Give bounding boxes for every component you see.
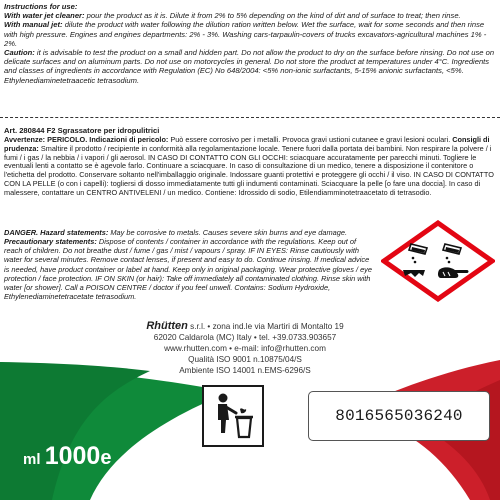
crossed-out-bin-icon bbox=[202, 385, 264, 447]
caution-label: Caution: bbox=[4, 48, 35, 58]
english-safety-text bbox=[4, 228, 372, 301]
brand-name: Rhütten bbox=[146, 320, 188, 332]
manual-label: With manual jet: bbox=[4, 20, 63, 30]
usage-instructions bbox=[4, 2, 496, 85]
jet-label: With water jet cleaner: bbox=[4, 11, 85, 21]
manufacturer-line-5: Ambiente ISO 14001 n.EMS-6296/S bbox=[179, 366, 311, 375]
english-danger-label: DANGER. Hazard statements: bbox=[4, 228, 109, 237]
caution-text: it is advisable to test the product on a small and hidden part. Do not allow the product to dry on the surface before rinsing. Do not use on delicate surfaces and on aluminum parts. Do not use on motorcycles in general. Do not store the product at temperatures under 4°C. Ingredients and classes of ingredients in accordance with Regulation (EC) No 648/2004: <5% non-ionic surfactants, 5-15% anionic surfactants, <5%. Ethylenediaminetetraacetic tetrasodium. bbox=[4, 48, 495, 85]
manufacturer-line-2: 62020 Caldarola (MC) Italy • tel. +39.0733.903657 bbox=[153, 333, 337, 342]
italian-warning-label: Avvertenze: PERICOLO. Indicazioni di pericolo: bbox=[4, 135, 169, 144]
english-danger-text: May be corrosive to metals. Causes severe skin burns and eye damage. bbox=[108, 228, 347, 237]
corrosion-pictogram-icon bbox=[381, 220, 495, 302]
italian-precaution-text: Smaltire il prodotto / recipiente in conformità alla regolamentazione locale. Tenere fuori dalla portata dei bambini. Non respirare la polvere / i fumi / i gas / la nebbia / i vapori / gli aerosol. IN CASO DI CONTATTO CON GLI OCCHI: sciacquare accuratamente per parecchi minuti. Togliere le eventuali lenti a contatto se è agevole farlo. Continuare a sciacquare. In caso di consultazione di un medico, tenere a disposizione il contenitore o l'etichetta del prodotto. Conservare soltanto nell'imballaggio originale. Indossare guanti protettivi e proteggere gli occhi / il viso. IN CASO DI CONTATTO CON LA PELLE (o con i capelli): togliersi di dosso immediatamente tutti gli indumenti contaminati. Sciacquare la pelle [o fare una doccia]. In caso di malessere, contattare un CENTRO ANTIVELENI / un medico. Contiene: Idrossido di sodio, Etilendiamminotetraacetato di tetrasodio. bbox=[4, 143, 494, 197]
company-address: s.r.l. • zona ind.le via Martiri di Montalto 19 bbox=[187, 322, 344, 331]
manual-text: dilute the product with water following the dilution ration written below. Wet the surface, wait for some seconds and then rinse with high pressure. Engines and engines departments: 2% - 3%. Washing cars-tarpaulin-covers of trucks excavators-agricultural machines 1% - 2%. bbox=[4, 20, 487, 48]
estimated-sign: e bbox=[100, 447, 112, 469]
manufacturer-line-3: www.rhutten.com • e-mail: info@rhutten.com bbox=[164, 344, 326, 353]
usage-heading: Instructions for use: bbox=[4, 2, 78, 11]
article-title: Art. 280844 F2 Sgrassatore per idropulitrici bbox=[4, 126, 160, 135]
volume-amount: 1000 bbox=[44, 442, 101, 470]
english-precaution-label: Precautionary statements: bbox=[4, 237, 97, 247]
italian-safety-text bbox=[4, 136, 494, 197]
jet-text: pour the product as it is. Dilute it from 2% to 5% depending on the kind of dirt and of surface to treat; then rinse. bbox=[84, 11, 461, 21]
manufacturer-line-1 bbox=[80, 321, 410, 332]
italian-warning-text: Può essere corrosivo per i metalli. Provoca gravi ustioni cutanee e gravi lesioni oculari. bbox=[168, 135, 453, 144]
volume-label bbox=[23, 442, 111, 471]
manufacturer-line-4: Qualità ISO 9001 n.10875/04/S bbox=[188, 355, 302, 364]
dashed-divider bbox=[0, 117, 500, 118]
volume-unit: ml bbox=[23, 451, 45, 468]
manufacturer-block bbox=[80, 321, 410, 376]
barcode-number: 8016565036240 bbox=[308, 391, 490, 441]
english-precaution-text: Dispose of contents / container in accordance with the regulations. Keep out of reach of children. Do not breathe dust / fume / gas / mist / vapours / spray. IF IN EYES: Rinse cautiously with water for several minutes. Remove contact lenses, if present and easy to do. Continue rinsing. If medical advice is needed, have product container or label at hand. Keep only in original packaging. Wear protective gloves / eye protection / face protection. IF ON SKIN (or hair): Take off immediately all contaminated clothing. Rinse skin with water [or shower]. Call a POISON CENTRE / doctor if you feel unwell. Contains: Sodium Hydroxide, Ethylenediaminetetracetate tetrasodium. bbox=[4, 237, 372, 302]
italian-precaution-label: Consigli di prudenza: bbox=[4, 135, 490, 153]
